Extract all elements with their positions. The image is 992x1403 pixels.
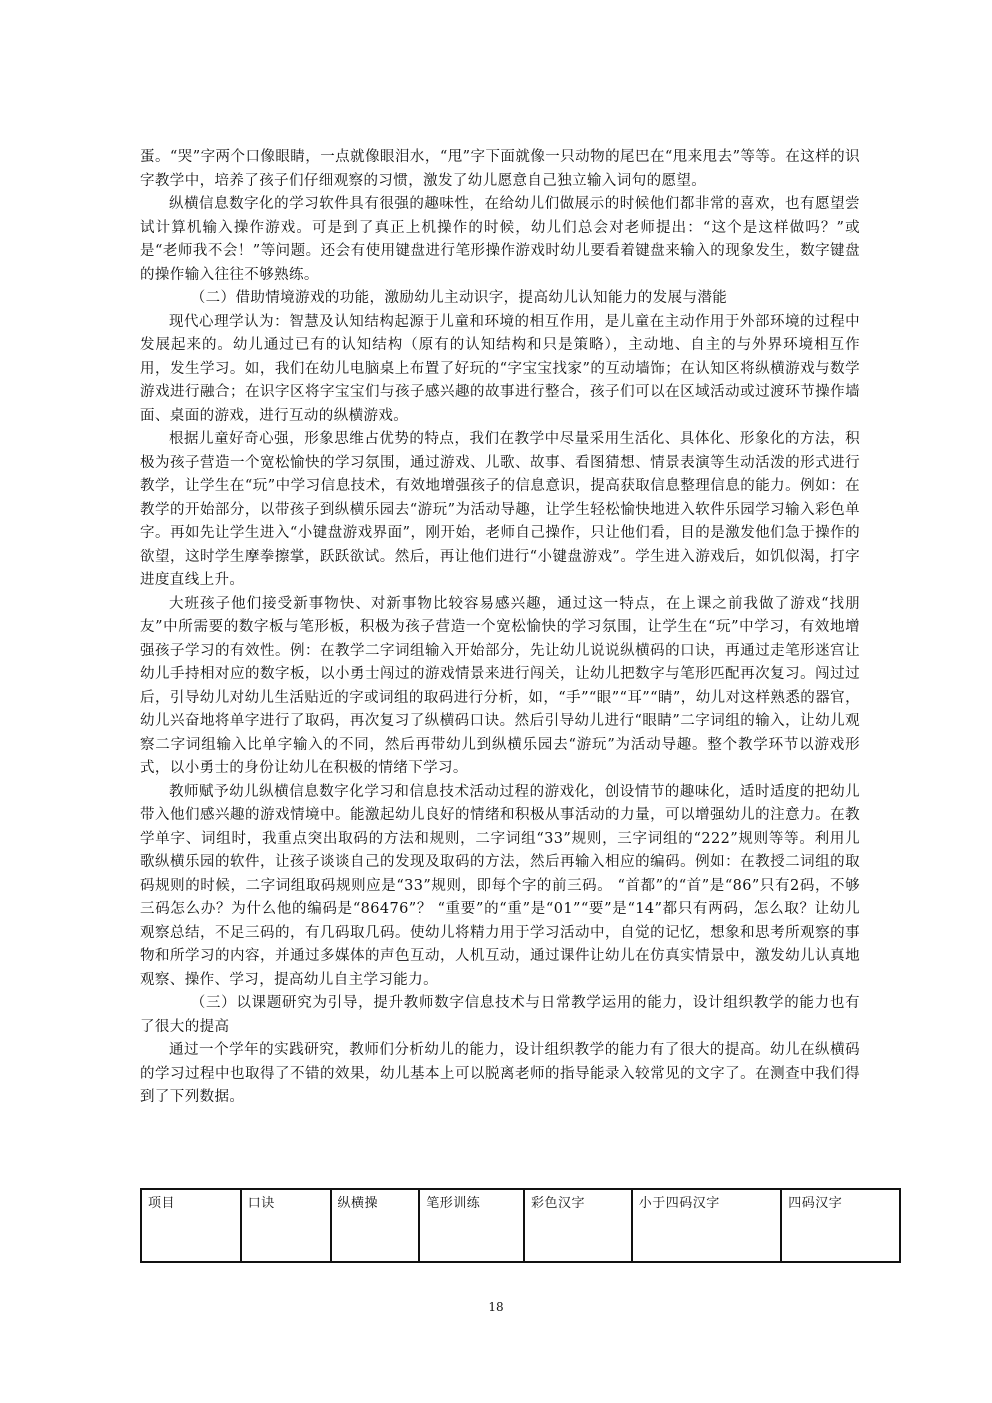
paragraph-2: 纵横信息数字化的学习软件具有很强的趣味性，在给幼儿们做展示的时候他们都非常的喜欢，也有愿望尝试计算机输入操作游戏。可是到了真正上机操作的时候，幼儿们总会对老师提出：“这个是这样做吗？”或是“老师我不会！”等问题。还会有使用键盘进行笔形操作游戏时幼儿要看着键盘来输入的现象发生，数字键盘的操作输入往往不够熟练。 [140, 196, 860, 283]
paragraph-1: 蛋。“哭”字两个口像眼睛，一点就像眼泪水，“甩”字下面就像一只动物的尾巴在“甩来甩去”等等。在这样的识字教学中，培养了孩子们仔细观察的习惯，激发了幼儿愿意自己独立输入词句的愿望。 [140, 149, 860, 189]
table-header-row [141, 1189, 900, 1262]
table-header-cell: 小于四码汉字 [632, 1189, 782, 1262]
paragraph-5: 大班孩子他们接受新事物快、对新事物比较容易感兴趣，通过这一特点，在上课之前我做了游戏“找朋友”中所需要的数字板与笔形板，积极为孩子营造一个宽松愉快的学习氛围，让学生在“玩”中学习，有效地增强孩子学习的有效性。例：在教学二字词组输入开始部分，先让幼儿说说纵横码的口诀，再通过走笔形迷宫让幼儿手持相对应的数字板，以小勇士闯过的游戏情景来进行闯关，让幼儿把数字与笔形匹配再次复习。闯过过后，引导幼儿对幼儿生活贴近的字或词组的取码进行分析，如，“手”“眼”“耳”“睛”，幼儿对这样熟悉的器官，幼儿兴奋地将单字进行了取码，再次复习了纵横码口诀。然后引导幼儿进行“眼睛”二字词组的输入，让幼儿观察二字词组输入比单字输入的不同，然后再带幼儿到纵横乐园去“游玩”为活动导趣。整个教学环节以游戏形式，以小勇士的身份让幼儿在积极的情绪下学习。 [140, 595, 860, 776]
paragraph-6: 教师赋予幼儿纵横信息数字化学习和信息技术活动过程的游戏化，创设情节的趣味化，适时适度的把幼儿带入他们感兴趣的游戏情境中。能激起幼儿良好的情绪和积极从事活动的力量，可以增强幼儿的注意力。在教学单字、词组时，我重点突出取码的方法和规则，二字词组“33”规则，三字词组的“222”规则等等。利用儿歌纵横乐园的软件，让孩子谈谈自己的发现及取码的方法，然后再输入相应的编码。例如：在教授二词组的取码规则的时候，二字词组取码规则应是“33”规则，即每个字的前三码。 “首都”的“首”是“86”只有2码，不够三码怎么办？为什么他的编码是“86476”？ “重要”的“重”是“01”“要”是“14”都只有两码，怎么取？让幼儿观察总结，不足三码的，有几码取几码。使幼儿将精力用于学习活动中，自觉的记忆，想象和思考所观察的事物和所学习的内容，并通过多媒体的声色互动，人机互动，通过课件让幼儿在仿真实情景中，激发幼儿认真地观察、操作、学习，提高幼儿自主学习能力。 [140, 783, 860, 988]
section-heading-3: （三）以课题研究为引导，提升教师数字信息技术与日常教学运用的能力，设计组织教学的能力也有了很大的提高 [140, 995, 860, 1035]
table-header-cell: 口诀 [241, 1189, 331, 1262]
paragraph-3: 现代心理学认为：智慧及认知结构起源于儿童和环境的相互作用，是儿童在主动作用于外部环境的过程中发展起来的。幼儿通过已有的认知结构（原有的认知结构和只是策略），主动地、自主的与外界环境相互作用，发生学习。如，我们在幼儿电脑桌上布置了好玩的“字宝宝找家”的互动墙饰；在认知区将纵横游戏与数学游戏进行融合；在识字区将字宝宝们与孩子感兴趣的故事进行整合，孩子们可以在区域活动或过渡环节操作墙面、桌面的游戏，进行互动的纵横游戏。 [140, 313, 860, 424]
table-header-cell: 笔形训练 [419, 1189, 524, 1262]
page-number: 18 [488, 1300, 504, 1314]
document-body [140, 146, 860, 1110]
table-header-cell: 纵横操 [331, 1189, 420, 1262]
section-heading-2: （二）借助情境游戏的功能，激励幼儿主动识字，提高幼儿认知能力的发展与潜能 [190, 290, 728, 306]
table-header-cell: 彩色汉字 [524, 1189, 632, 1262]
table-header-cell: 项目 [141, 1189, 241, 1262]
paragraph-7: 通过一个学年的实践研究，教师们分析幼儿的能力，设计组织教学的能力有了很大的提高。幼儿在纵横码的学习过程中也取得了不错的效果，幼儿基本上可以脱离老师的指导能录入较常见的文字了。在测查中我们得到了下列数据。 [140, 1042, 860, 1105]
paragraph-4: 根据儿童好奇心强，形象思维占优势的特点，我们在教学中尽量采用生活化、具体化、形象化的方法，积极为孩子营造一个宽松愉快的学习氛围，通过游戏、儿歌、故事、看图猜想、情景表演等生动活泼的形式进行教学，让学生在“玩”中学习信息技术，有效地增强孩子的信息意识，提高获取信息整理信息的能力。例如：在教学的开始部分，以带孩子到纵横乐园去“游玩”为活动导趣，让学生轻松愉快地进入软件乐园学习输入彩色单字。再如先让学生进入“小键盘游戏界面”，刚开始，老师自己操作，只让他们看，目的是激发他们急于操作的欲望，这时学生摩拳擦掌，跃跃欲试。然后，再让他们进行“小键盘游戏”。学生进入游戏后，如饥似渴，打字进度直线上升。 [140, 431, 860, 588]
results-table [140, 1188, 901, 1263]
table-header-cell: 四码汉字 [781, 1189, 900, 1262]
